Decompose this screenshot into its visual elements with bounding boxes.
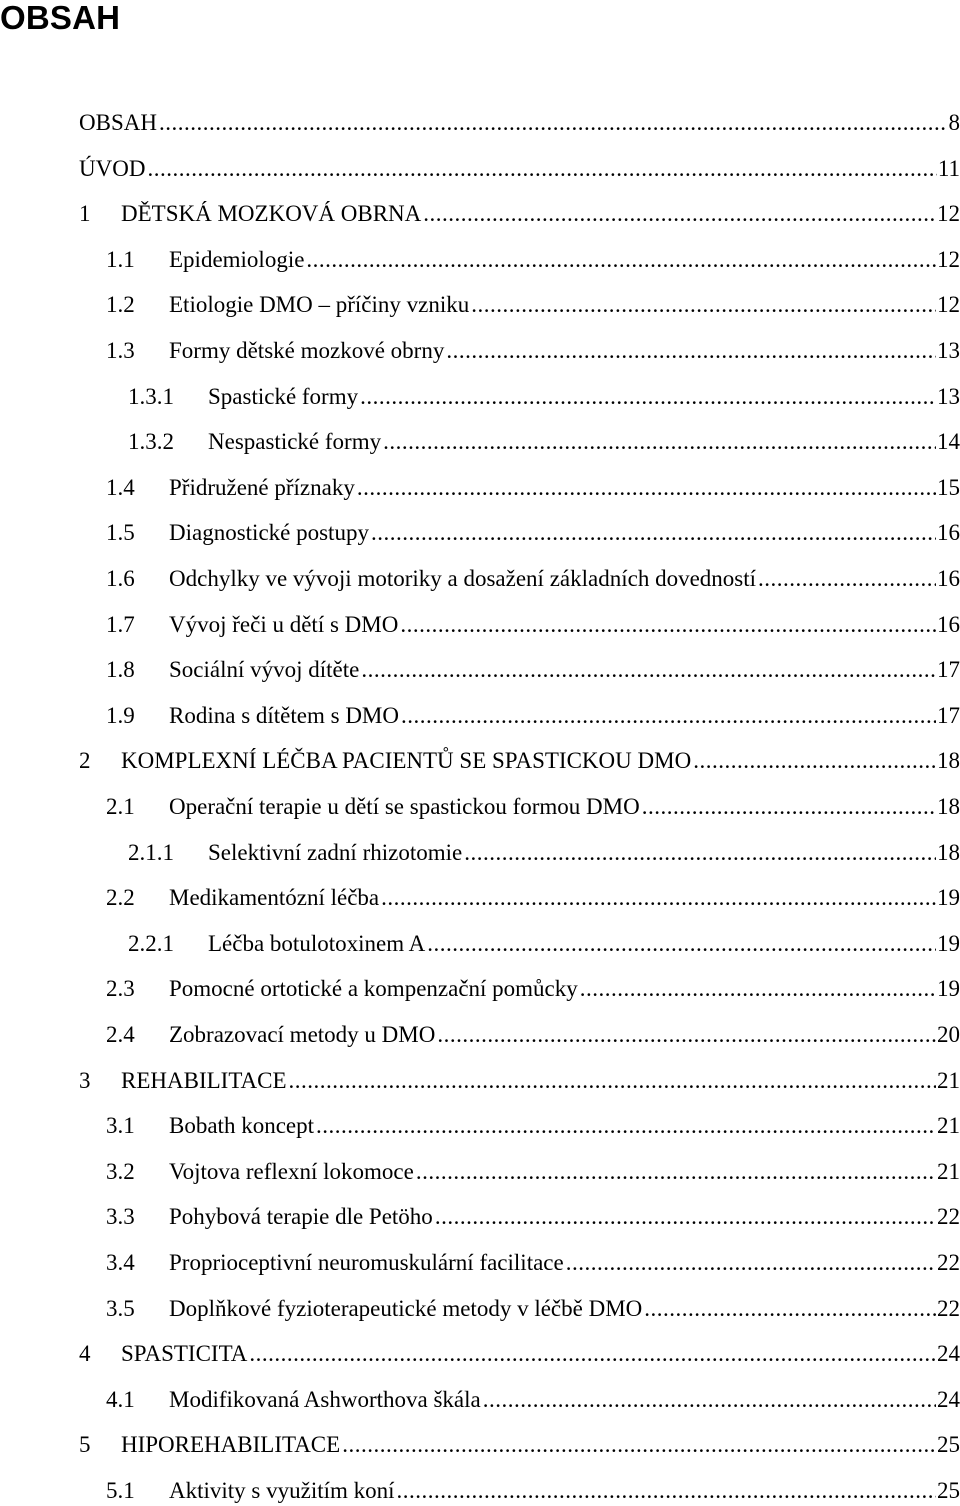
- toc-entry-number: 1.7: [106, 610, 169, 640]
- toc-entry-number: 5.1: [106, 1476, 169, 1506]
- toc-entry-page-number: 8: [949, 108, 960, 138]
- toc-entry-number: 1.3: [106, 336, 169, 366]
- toc-entry[interactable]: [106, 1111, 960, 1141]
- toc-entry[interactable]: [106, 290, 960, 320]
- toc-entry-page-number: 16: [937, 518, 960, 548]
- dot-leader: [423, 199, 936, 229]
- toc-entry-number: 3.3: [106, 1202, 169, 1232]
- toc-entry[interactable]: [106, 1020, 960, 1050]
- toc-entry-page-number: 13: [937, 336, 960, 366]
- toc-entry-number: 1.6: [106, 564, 169, 594]
- dot-leader: [306, 245, 936, 275]
- toc-entry[interactable]: [106, 518, 960, 548]
- toc-entry-title: REHABILITACE: [121, 1066, 287, 1096]
- toc-entry[interactable]: [106, 655, 960, 685]
- toc-entry[interactable]: [79, 108, 960, 138]
- toc-entry-number: 4.1: [106, 1385, 169, 1415]
- toc-entry-number: 3.1: [106, 1111, 169, 1141]
- toc-entry-title: Modifikovaná Ashworthova škála: [169, 1385, 481, 1415]
- toc-entry-number: 1.2: [106, 290, 169, 320]
- dot-leader: [437, 1020, 936, 1050]
- toc-entry[interactable]: [128, 838, 960, 868]
- dot-leader: [249, 1339, 936, 1369]
- toc-entry[interactable]: [106, 564, 960, 594]
- toc-entry-page-number: 25: [937, 1430, 960, 1460]
- toc-entry-title: Vojtova reflexní lokomoce: [169, 1157, 414, 1187]
- toc-entry-page-number: 20: [937, 1020, 960, 1050]
- toc-entry-title: Vývoj řeči u dětí s DMO: [169, 610, 398, 640]
- dot-leader: [401, 701, 936, 731]
- toc-entry-number: 3: [79, 1066, 121, 1096]
- toc-entry-title: HIPOREHABILITACE: [121, 1430, 340, 1460]
- toc-entry[interactable]: [79, 1339, 960, 1369]
- toc-entry-number: 2.2: [106, 883, 169, 913]
- toc-entry-number: 3.2: [106, 1157, 169, 1187]
- toc-entry-title: SPASTICITA: [121, 1339, 247, 1369]
- toc-entry[interactable]: [106, 1157, 960, 1187]
- toc-entry[interactable]: [106, 245, 960, 275]
- toc-entry-page-number: 18: [937, 838, 960, 868]
- toc-entry-page-number: 21: [937, 1066, 960, 1096]
- toc-entry-number: 1.9: [106, 701, 169, 731]
- toc-entry-title: Epidemiologie: [169, 245, 304, 275]
- dot-leader: [435, 1202, 936, 1232]
- dot-leader: [147, 154, 936, 184]
- dot-leader: [342, 1430, 936, 1460]
- toc-entry[interactable]: [106, 1385, 960, 1415]
- toc-entry[interactable]: [128, 382, 960, 412]
- toc-entry[interactable]: [106, 792, 960, 822]
- toc-entry[interactable]: [106, 1248, 960, 1278]
- toc-entry-title: Doplňkové fyzioterapeutické metody v léčbě DMO: [169, 1294, 642, 1324]
- toc-entry-title: Aktivity s využitím koní: [169, 1476, 395, 1506]
- toc-entry[interactable]: [128, 929, 960, 959]
- toc-entry[interactable]: [79, 746, 960, 776]
- dot-leader: [427, 929, 936, 959]
- toc-entry-page-number: 19: [937, 883, 960, 913]
- toc-entry-title: Operační terapie u dětí se spastickou formou DMO: [169, 792, 640, 822]
- toc-entry-page-number: 17: [937, 701, 960, 731]
- toc-entry-number: 2: [79, 746, 121, 776]
- dot-leader: [471, 290, 936, 320]
- toc-entry-title: Odchylky ve vývoji motoriky a dosažení základních dovedností: [169, 564, 756, 594]
- dot-leader: [159, 108, 948, 138]
- toc-entry-page-number: 17: [937, 655, 960, 685]
- dot-leader: [360, 382, 936, 412]
- dot-leader: [361, 655, 936, 685]
- toc-entry-number: 2.1.1: [128, 838, 208, 868]
- toc-entry-page-number: 22: [937, 1248, 960, 1278]
- toc-entry-page-number: 19: [937, 929, 960, 959]
- dot-leader: [566, 1248, 936, 1278]
- dot-leader: [464, 838, 936, 868]
- toc-entry-page-number: 15: [937, 473, 960, 503]
- toc-entry-page-number: 16: [937, 564, 960, 594]
- toc-entry-number: 1.1: [106, 245, 169, 275]
- dot-leader: [381, 883, 936, 913]
- toc-entry-page-number: 22: [937, 1202, 960, 1232]
- toc-entry-title: Pohybová terapie dle Petöho: [169, 1202, 433, 1232]
- dot-leader: [397, 1476, 936, 1506]
- toc-entry-title: ÚVOD: [79, 154, 145, 184]
- toc-entry-number: 1: [79, 199, 121, 229]
- dot-leader: [289, 1066, 936, 1096]
- toc-entry[interactable]: [106, 701, 960, 731]
- toc-entry[interactable]: [106, 974, 960, 1004]
- toc-entry-page-number: 12: [937, 245, 960, 275]
- toc-entry-page-number: 13: [937, 382, 960, 412]
- toc-entry[interactable]: [106, 610, 960, 640]
- toc-entry[interactable]: [79, 1066, 960, 1096]
- toc-entry[interactable]: [106, 1476, 960, 1506]
- toc-entry-number: 4: [79, 1339, 121, 1369]
- toc-entry-title: Nespastické formy: [208, 427, 381, 457]
- toc-entry-title: KOMPLEXNÍ LÉČBA PACIENTŮ SE SPASTICKOU DMO: [121, 746, 691, 776]
- toc-entry-title: Diagnostické postupy: [169, 518, 369, 548]
- toc-entry-title: OBSAH: [79, 108, 157, 138]
- toc-entry-page-number: 21: [937, 1157, 960, 1187]
- toc-entry-page-number: 14: [937, 427, 960, 457]
- toc-entry-page-number: 22: [937, 1294, 960, 1324]
- toc-entry[interactable]: [79, 1430, 960, 1460]
- toc-entry[interactable]: [106, 1202, 960, 1232]
- toc-entry-number: 3.5: [106, 1294, 169, 1324]
- toc-entry-page-number: 18: [937, 746, 960, 776]
- dot-leader: [693, 746, 936, 776]
- toc-entry-title: Formy dětské mozkové obrny: [169, 336, 444, 366]
- dot-leader: [642, 792, 936, 822]
- toc-entry[interactable]: [106, 1294, 960, 1324]
- toc-entry-number: 3.4: [106, 1248, 169, 1278]
- toc-entry-title: Rodina s dítětem s DMO: [169, 701, 399, 731]
- toc-entry-number: 2.3: [106, 974, 169, 1004]
- toc-entry-page-number: 21: [937, 1111, 960, 1141]
- dot-leader: [400, 610, 936, 640]
- toc-entry-number: 5: [79, 1430, 121, 1460]
- toc-entry-title: DĚTSKÁ MOZKOVÁ OBRNA: [121, 199, 421, 229]
- toc-entry-number: 1.3.2: [128, 427, 208, 457]
- toc-entry-number: 2.1: [106, 792, 169, 822]
- toc-entry-title: Spastické formy: [208, 382, 358, 412]
- toc-entry-title: Proprioceptivní neuromuskulární facilitace: [169, 1248, 564, 1278]
- toc-entry-number: 1.5: [106, 518, 169, 548]
- toc-entry-page-number: 19: [937, 974, 960, 1004]
- toc-entry-title: Zobrazovací metody u DMO: [169, 1020, 435, 1050]
- toc-entry[interactable]: [79, 154, 960, 184]
- toc-entry[interactable]: [106, 473, 960, 503]
- toc-entry-page-number: 24: [937, 1339, 960, 1369]
- toc-entry-number: 1.3.1: [128, 382, 208, 412]
- toc-entry-title: Léčba botulotoxinem A: [208, 929, 425, 959]
- toc-entry-page-number: 12: [937, 290, 960, 320]
- toc-entry[interactable]: [128, 427, 960, 457]
- dot-leader: [416, 1157, 936, 1187]
- toc-entry-title: Selektivní zadní rhizotomie: [208, 838, 462, 868]
- dot-leader: [357, 473, 936, 503]
- toc-entry[interactable]: [79, 199, 960, 229]
- toc-entry[interactable]: [106, 336, 960, 366]
- toc-entry-page-number: 18: [937, 792, 960, 822]
- toc-entry-page-number: 12: [937, 199, 960, 229]
- toc-entry-number: 1.8: [106, 655, 169, 685]
- page-title: OBSAH: [0, 0, 120, 36]
- toc-entry-title: Etiologie DMO – příčiny vzniku: [169, 290, 469, 320]
- dot-leader: [316, 1111, 936, 1141]
- toc-entry-title: Medikamentózní léčba: [169, 883, 379, 913]
- toc-entry-title: Sociální vývoj dítěte: [169, 655, 359, 685]
- toc-entry[interactable]: [106, 883, 960, 913]
- dot-leader: [446, 336, 936, 366]
- toc-entry-title: Přidružené příznaky: [169, 473, 355, 503]
- toc-entry-page-number: 11: [938, 154, 960, 184]
- dot-leader: [644, 1294, 936, 1324]
- dot-leader: [383, 427, 936, 457]
- dot-leader: [483, 1385, 936, 1415]
- toc-entry-title: Bobath koncept: [169, 1111, 314, 1141]
- toc-entry-number: 1.4: [106, 473, 169, 503]
- dot-leader: [580, 974, 936, 1004]
- toc-entry-number: 2.4: [106, 1020, 169, 1050]
- dot-leader: [758, 564, 936, 594]
- toc-entry-page-number: 16: [937, 610, 960, 640]
- toc-entry-number: 2.2.1: [128, 929, 208, 959]
- toc-entry-page-number: 24: [937, 1385, 960, 1415]
- toc-entry-title: Pomocné ortotické a kompenzační pomůcky: [169, 974, 578, 1004]
- dot-leader: [371, 518, 936, 548]
- toc-entry-page-number: 25: [937, 1476, 960, 1506]
